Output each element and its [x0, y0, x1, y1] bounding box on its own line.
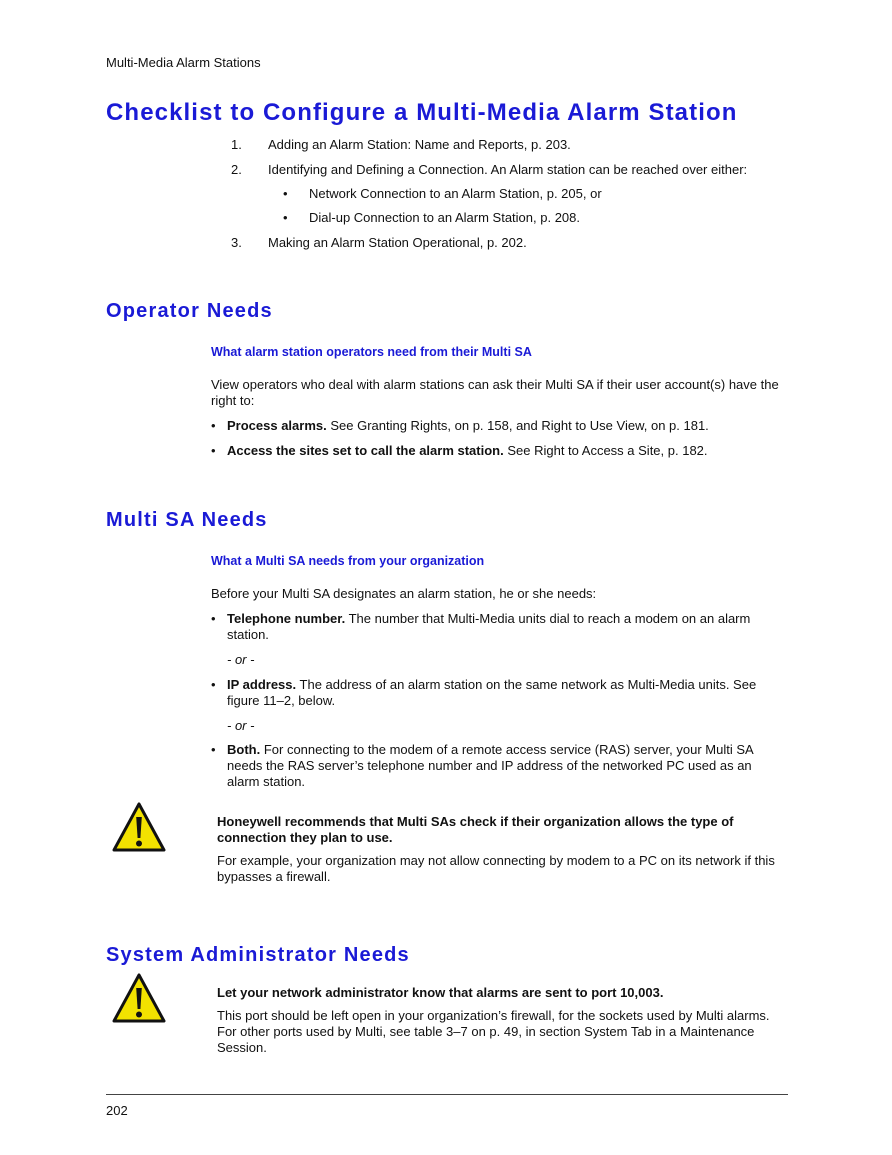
- bullet-text: For connecting to the modem of a remote access service (RAS) server, your Multi SA needs the RAS server’s telephone number and IP address of the networked PC used as an alarm station.: [227, 742, 753, 789]
- checklist-text[interactable]: Making an Alarm Station Operational, p. 202.: [268, 235, 527, 250]
- operator-bullet: [211, 418, 786, 434]
- section-heading-multisa: Multi SA Needs: [106, 509, 268, 531]
- bullet-glyph: •: [211, 418, 216, 433]
- warning-body-text[interactable]: This port should be left open in your organization’s firewall, for the sockets used by Multi alarms. For other ports used by Multi, see table 3–7 on p. 49, in section System Tab in a Maintenance Session.: [217, 1008, 770, 1055]
- bullet-text[interactable]: See Right to Access a Site, p. 182.: [503, 443, 708, 458]
- sub-bullet-text[interactable]: Network Connection to an Alarm Station, p. 205, or: [309, 186, 602, 201]
- bullet-glyph: •: [211, 611, 216, 626]
- checklist-number: 3.: [231, 235, 242, 250]
- section-heading-sysadmin: System Administrator Needs: [106, 944, 410, 966]
- checklist-text[interactable]: Adding an Alarm Station: Name and Reports, p. 203.: [268, 137, 571, 152]
- multisa-bullet: [211, 611, 786, 643]
- operator-intro: View operators who deal with alarm stations can ask their Multi SA if their user account(s) have the right to:: [211, 377, 779, 408]
- bullet-bold: Process alarms.: [227, 418, 327, 433]
- page-number: 202: [106, 1103, 128, 1118]
- bullet-bold: Access the sites set to call the alarm station.: [227, 443, 504, 458]
- warning-bold-text: Honeywell recommends that Multi SAs check if their organization allows the type of connection they plan to use.: [217, 814, 734, 845]
- warning-triangle-icon: [111, 801, 167, 853]
- bullet-glyph: •: [211, 443, 216, 458]
- section-heading-operator: Operator Needs: [106, 300, 273, 322]
- operator-bullet: [211, 443, 786, 459]
- multisa-bullet: [211, 742, 786, 790]
- bullet-glyph: •: [283, 186, 288, 201]
- bullet-bold: Telephone number.: [227, 611, 346, 626]
- or-separator: - or -: [227, 718, 255, 733]
- or-separator: - or -: [227, 652, 255, 667]
- bullet-glyph: •: [211, 677, 216, 692]
- bullet-text[interactable]: The address of an alarm station on the same network as Multi-Media units. See figure 11–2, below.: [227, 677, 757, 708]
- subheading-operator: What alarm station operators need from their Multi SA: [211, 345, 532, 359]
- bullet-glyph: •: [211, 742, 216, 757]
- multisa-bullet: [211, 677, 786, 709]
- multisa-intro: Before your Multi SA designates an alarm station, he or she needs:: [211, 586, 597, 601]
- bullet-bold: Both.: [227, 742, 261, 757]
- bullet-bold: IP address.: [227, 677, 297, 692]
- bullet-text[interactable]: See Granting Rights, on p. 158, and Right to Use View, on p. 181.: [326, 418, 709, 433]
- warning-body-text: For example, your organization may not allow connecting by modem to a PC on its network if this bypasses a firewall.: [217, 853, 775, 884]
- subheading-multisa: What a Multi SA needs from your organization: [211, 554, 485, 568]
- sub-bullet-text[interactable]: Dial-up Connection to an Alarm Station, p. 208.: [309, 210, 580, 225]
- warning-triangle-icon: [111, 972, 167, 1024]
- page-title: Checklist to Configure a Multi-Media Alarm Station: [106, 99, 738, 126]
- bullet-text: The number that Multi-Media units dial to reach a modem on an alarm station.: [227, 611, 751, 642]
- footer-rule: [106, 1094, 788, 1095]
- bullet-glyph: •: [283, 210, 288, 225]
- warning-bold-text: Let your network administrator know that alarms are sent to port 10,003.: [217, 985, 664, 1000]
- checklist-number: 2.: [231, 162, 242, 177]
- checklist-number: 1.: [231, 137, 242, 152]
- running-head: Multi-Media Alarm Stations: [106, 55, 261, 70]
- checklist-text: Identifying and Defining a Connection. An Alarm station can be reached over either:: [268, 162, 748, 177]
